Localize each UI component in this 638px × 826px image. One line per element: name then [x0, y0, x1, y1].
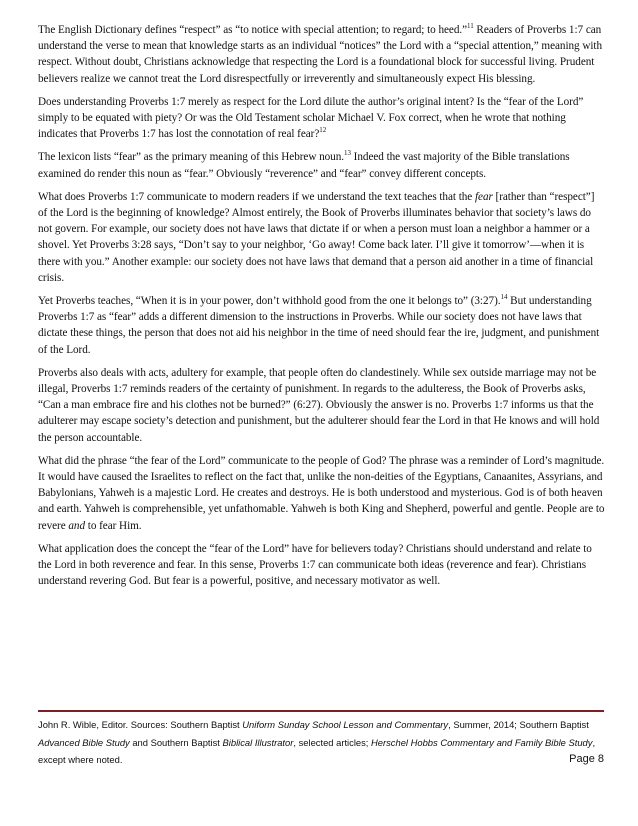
emphasis-text: Advanced Bible Study: [38, 736, 130, 748]
emphasis-text: and: [68, 519, 86, 532]
text-run: , except where noted.: [38, 736, 596, 765]
paragraph: [38, 149, 606, 181]
text-run: [rather than “respect”] of the Lord is the beginning of knowledge? Almost entirely, the Book of Proverbs illuminates behavior that society’s laws do not govern. For example, our society does not have laws that dictate if or when a person must loan a neighbor a hammer or a shovel. Yet Proverbs 3:28 says, “Don’t say to your neighbor, ‘Go away! Come back later. I’ll give it tomorrow’—when it is there with you.” Another example: our society does not have laws that demand that a person aid another in a time of financial crisis.: [38, 190, 595, 284]
emphasis-text: fear: [474, 190, 493, 203]
text-run: The lexicon lists “fear” as the primary meaning of this Hebrew noun.: [38, 151, 345, 164]
paragraph: [38, 293, 606, 358]
emphasis-text: Herschel Hobbs Commentary and Family Bible Study: [371, 736, 593, 748]
text-run: What does Proverbs 1:7 communicate to modern readers if we understand the text teaches that the: [38, 190, 475, 203]
paragraph: [38, 365, 606, 446]
text-run: Does understanding Proverbs 1:7 merely as respect for the Lord dilute the author’s original intent? Is the “fear of the Lord” simply to be equated with piety? Or was the Old Testament scholar Michael V. Fox correct, when he wrote that nothing indicates that Proverbs 1:7 has lost the connotation of real fear?: [38, 95, 584, 141]
text-run: The English Dictionary defines “respect” as “to notice with special attention; to regard; to heed.”: [38, 24, 468, 36]
page-number: Page 8: [569, 753, 604, 765]
footnote-ref: 13: [344, 149, 351, 158]
text-run: Indeed the vast majority of the Bible translations examined do render this noun as “fear.” Obviously “reverence” and “fear” convey different concepts.: [38, 151, 570, 180]
footnote-ref: 12: [319, 126, 327, 135]
paragraph: [38, 94, 606, 143]
paragraph: [38, 453, 606, 534]
text-run: , selected articles;: [293, 736, 372, 748]
text-run: Proverbs also deals with acts, adultery for example, that people often do clandestinely. While sex outside marriage may not be illegal, Proverbs 1:7 reminds readers of the certainty of punishment. In regards to the adulteress, the Book of Proverbs asks, “Can a man embrace fire and his clothes not be burned?” (6:27). Obviously the answer is no. Proverbs 1:7 informs us that the adulterer may escape society’s detection and punishment, but the adulterer should fear the Lord in that He knows and will hold the person accountable.: [38, 366, 600, 444]
text-run: Yet Proverbs teaches, “When it is in your power, don’t withhold good from the one it belongs to” (3:27).: [38, 295, 501, 308]
emphasis-text: Biblical Illustrator: [222, 736, 294, 748]
text-run: John R. Wible, Editor. Sources: Southern Baptist: [38, 719, 243, 730]
text-run: , Summer, 2014; Southern Baptist: [448, 719, 589, 730]
document-body: [38, 22, 606, 597]
page-footer: [38, 716, 604, 769]
text-run: What did the phrase “the fear of the Lord” communicate to the people of God? The phrase was a reminder of Lord’s magnitude. It would have caused the Israelites to reflect on the fact that, unlike the non-deities of the Egyptians, Canaanites, Assyrians, and Babylonians, Yahweh is a majestic Lord. He creates and destroys. He is both understood and mysterious. God is of both heaven and earth. Yahweh is comprehensible, yet unfathomable. Yahweh is both King and Shepherd, powerful and gentle. People are to revere: [38, 454, 605, 532]
paragraph: [38, 541, 606, 590]
text-run: Readers of Proverbs 1:7 can understand the verse to mean that knowledge starts as an individual “notices” the Lord with a “special attention,” meaning with respect. Without doubt, Christians acknowledge that respecting the Lord is a foundational block for successful living. Prudent believers realize we cannot treat the Lord disrespectfully or irreverently and simultaneously expect His blessing.: [38, 24, 603, 85]
text-run: But understanding Proverbs 1:7 as “fear” adds a different dimension to the instructions in Proverbs. While our society does not have laws that dictate these things, the person that does not aid his neighbor in the time of need should fear the ire, judgment, and punishment of the Lord.: [38, 295, 600, 356]
text-run: What application does the concept the “fear of the Lord” have for believers today? Christians should understand and relate to the Lord in both reverence and fear. In this sense, Proverbs 1:7 can communicate both ideas (reverence and fear). Christians understand revering God. But fear is a powerful, positive, and necessary motivator as well.: [38, 542, 592, 588]
text-run: and Southern Baptist: [129, 736, 223, 748]
text-run: to fear Him.: [85, 519, 142, 532]
paragraph: [38, 22, 606, 87]
paragraph: [38, 189, 606, 286]
footnote-ref: 14: [500, 293, 508, 302]
emphasis-text: Uniform Sunday School Lesson and Commentary: [242, 719, 449, 730]
footer-sources: [38, 719, 595, 765]
footnote-ref: 11: [467, 22, 474, 30]
footer-divider: [38, 710, 604, 712]
